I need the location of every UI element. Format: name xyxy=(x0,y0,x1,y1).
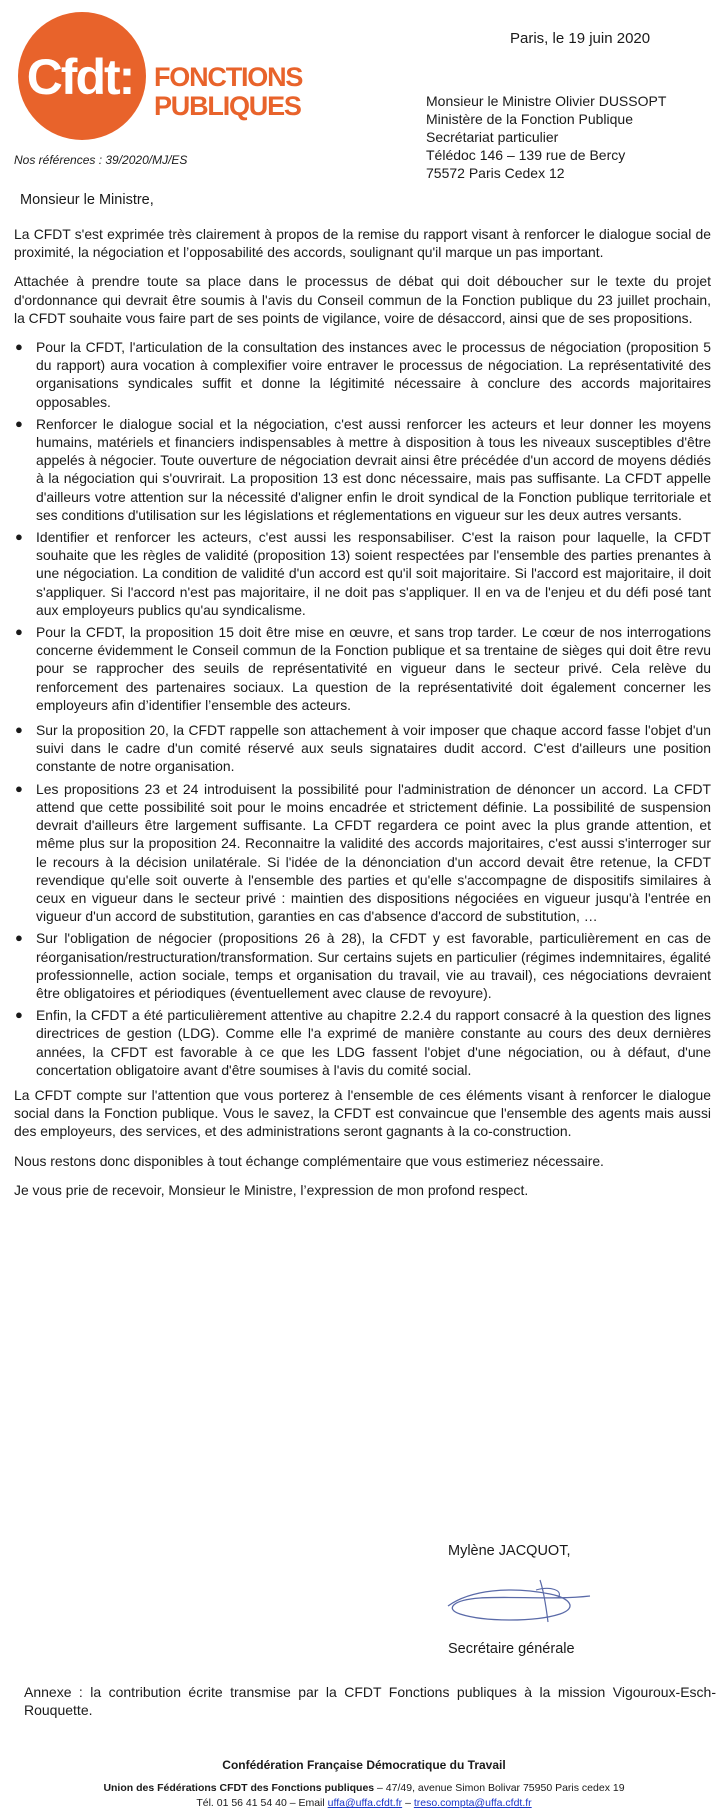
bullet-icon: ● xyxy=(15,339,23,355)
email-link-treso[interactable]: treso.compta@uffa.cfdt.fr xyxy=(413,1797,532,1809)
recipient-line: Secrétariat particulier xyxy=(426,129,559,145)
list-item: ● Sur la proposition 20, la CFDT rappelle son attachement à voir imposer que chaque accord fasse l'objet d'un suivi dans le cadre d'un comité réservé aux seuls signataires dudit accord. C'est d'ailleurs une position constante de notre organisation. xyxy=(15,722,711,775)
recipient-line: Ministère de la Fonction Publique xyxy=(426,111,634,127)
bullet-icon: ● xyxy=(15,1007,23,1023)
cfdt-logo xyxy=(14,6,303,146)
logo-line2: PUBLIQUES xyxy=(154,91,301,121)
bullet-list-proposals xyxy=(14,338,711,714)
logo-main-text: Cfdt: xyxy=(26,49,134,105)
handwritten-signature xyxy=(440,1572,600,1632)
bullet-icon: ● xyxy=(15,930,23,946)
recipient-line: 75572 Paris Cedex 12 xyxy=(426,165,565,181)
list-item: ● Renforcer le dialogue social et la négociation, c'est aussi renforcer les acteurs et leur donner les moyens humains, matériels et financiers indispensables à mettre à disposition à tous les niveaux susceptibles d'être appelés à négocier. Toute ouverture de négociation devrait ainsi être précédée d'un accord de moyens dédiés à la négociation qui s'ouvrirait. La proposition 13 est donc nécessaire, mais pas suffisante. La CFDT appelle d'ailleurs votre attention sur la nécessité d'aligner enfin le droit syndical de la Fonction publique territoriale et ses conditions d'utilisation sur les législations et réglementations en vigueur sur les deux autres versants. xyxy=(15,415,711,523)
bullet-list-positions xyxy=(14,721,711,1079)
recipient-address xyxy=(426,92,666,182)
email-link-uffa[interactable]: uffa@uffa.cfdt.fr xyxy=(327,1797,403,1809)
bullet-icon: ● xyxy=(15,722,23,738)
closing-paragraph: La CFDT compte sur l'attention que vous porterez à l'ensemble de ces éléments visant à renforcer le dialogue social dans la Fonction publique. Vous le savez, la CFDT est convaincue que l'ensemble des agents mais aussi des employeurs, des services, et des administrations seront gagnants à la co-construction. xyxy=(14,1086,711,1140)
list-item: ● Enfin, la CFDT a été particulièrement attentive au chapitre 2.2.4 du rapport consacré à la question des lignes directrices de gestion (LDG). Comme elle l'a exprimé de manière constante au cours des deux dernières années, la CFDT est favorable à ce que les LDG fassent l'objet d'une négociation, ou à défaut, d'une concertation obligatoire avant d'être soumises à l'avis du comité social. xyxy=(15,1007,711,1078)
footer-phone: Tél. 01 56 41 54 40 – Email xyxy=(196,1797,325,1809)
bullet-icon: ● xyxy=(15,780,23,796)
footer-organization: Confédération Française Démocratique du Travail xyxy=(222,1758,506,1772)
logo-line1: FONCTIONS xyxy=(154,62,303,92)
list-item: ● Identifier et renforcer les acteurs, c'est aussi les responsabiliser. C'est la raison pour laquelle, la CFDT souhaite que les règles de validité (proposition 13) soient respectées par l'ensemble des parties prenantes à une négociation. La condition de validité d'un accord est qu'il soit majoritaire. Si l'accord est majoritaire, il doit s'appliquer. Si l'accord n'est pas majoritaire, il ne doit pas s'appliquer. Il en va de l'enjeu et du défi posé tant aux employeurs publics qu'au syndicalisme. xyxy=(15,529,711,618)
list-item: ● Pour la CFDT, l'articulation de la consultation des instances avec le processus de négociation (proposition 5 du rapport) aura vocation à complexifier voire entraver le processus de négociation. La représentativité des organisations syndicales suffit et donne la légitimité nécessaire à conclure des accords majoritaires opposables. xyxy=(15,339,711,410)
closing-paragraph: Je vous prie de recevoir, Monsieur le Ministre, l’expression de mon profond respect. xyxy=(14,1181,529,1198)
footer-address xyxy=(0,1782,728,1794)
footer-contact xyxy=(0,1797,728,1809)
letter-date: Paris, le 19 juin 2020 xyxy=(510,30,651,47)
intro-paragraph: La CFDT s'est exprimée très clairement à propos de la remise du rapport visant à renforcer le dialogue social de proximité, la négociation et l’opposabilité des accords, soulignant qu'il marque un pas important. xyxy=(14,226,711,261)
salutation: Monsieur le Ministre, xyxy=(20,192,154,208)
bullet-icon: ● xyxy=(15,624,23,640)
list-item: ● Sur l'obligation de négocier (propositions 26 à 28), la CFDT y est favorable, particulièrement en cas de réorganisation/restructuration/transformation. Sur certains sujets en particulier (régimes indemnitaires, égalité professionnelle, action sociale, temps et organisation du travail, vie au travail), ces négociations devraient être obligatoires et périodiques (éventuellement avec clause de revoyure). xyxy=(15,930,711,1001)
bullet-icon: ● xyxy=(15,415,23,431)
annex-note: Annexe : la contribution écrite transmise par la CFDT Fonctions publiques à la mission Vigouroux-Esch-Rouquette. xyxy=(24,1684,716,1718)
list-item: ● Les propositions 23 et 24 introduisent la possibilité pour l'administration de dénoncer un accord. La CFDT attend que cette possibilité soit pour le moins encadrée et strictement définie. La possibilité de suspension devrait d'ailleurs être largement suffisante. La CFDT regardera ce point avec la plus grande attention, et même plus sur la proposition 24. Reconnaitre la validité des accords majoritaires, c'est aussi s'interroger sur le recours à la décision unilatérale. Si l'idée de la dénonciation d'un accord devait être retenue, la CFDT revendique qu'elle soit ouverte à l'ensemble des parties et qu'elle s'accompagne de dispositifs similaires à ceux en vigueur dans le secteur privé : maintien des dispositions négociées en vigueur jusqu'à l'entrée en vigueur d'un accord de substitution, garanties en cas d'absence d'accord de substitution, … xyxy=(15,780,711,925)
letter-body xyxy=(14,225,711,1210)
signer-title: Secrétaire générale xyxy=(448,1641,575,1657)
footer-separator: – xyxy=(405,1797,411,1809)
footer-address-text: – 47/49, avenue Simon Bolivar 75950 Paris cedex 19 xyxy=(374,1782,625,1794)
intro-paragraph: Attachée à prendre toute sa place dans le processus de débat qui doit déboucher sur le texte du projet d'ordonnance qui devrait être soumis à l'avis du Conseil commun de la Fonction publique du 23 juillet prochain, la CFDT souhaite vous faire part de ses points de vigilance, voire de désaccord, ainsi que de ses propositions. xyxy=(14,273,711,326)
references: Nos références : 39/2020/MJ/ES xyxy=(14,153,188,167)
recipient-line: Télédoc 146 – 139 rue de Bercy xyxy=(426,147,626,163)
list-item: ● Pour la CFDT, la proposition 15 doit être mise en œuvre, et sans trop tarder. Le cœur de nos interrogations concerne évidemment le Conseil commun de la Fonction publique et sa trentaine de sièges qui doit être revu pour se rapprocher des seuils de représentativité en vigueur dans le secteur privé. Cela relève du renforcement des partenaires sociaux. La question de la représentativité doit également concerner les employeurs afin d’identifier l’ensemble des acteurs. xyxy=(15,624,711,713)
footer-union-name: Union des Fédérations CFDT des Fonctions publiques xyxy=(103,1782,375,1794)
signer-name: Mylène JACQUOT, xyxy=(448,1543,571,1559)
recipient-line: Monsieur le Ministre Olivier DUSSOPT xyxy=(426,93,667,109)
bullet-icon: ● xyxy=(15,529,23,545)
closing-paragraph: Nous restons donc disponibles à tout échange complémentaire que vous estimeriez nécessaire. xyxy=(14,1152,604,1169)
